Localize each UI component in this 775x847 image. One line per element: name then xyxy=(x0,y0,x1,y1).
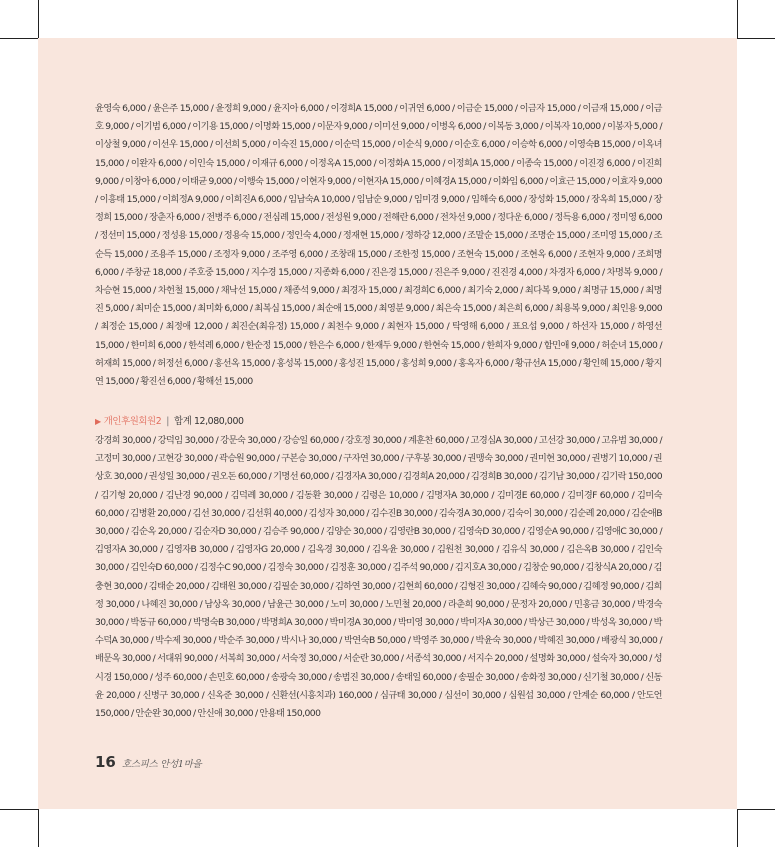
section-2-total: 합계 12,080,000 xyxy=(174,416,244,427)
crop-mark-top-right-horizontal xyxy=(737,38,775,39)
heading-divider: | xyxy=(166,416,170,427)
crop-mark-top-left-horizontal xyxy=(0,38,38,39)
crop-mark-top-left-vertical xyxy=(38,0,39,38)
section-2-heading xyxy=(95,414,244,430)
page-footer xyxy=(95,753,201,771)
publication-logo: 호스피스 안성1마을 xyxy=(121,759,202,770)
crop-mark-bottom-right-vertical xyxy=(737,809,738,847)
donor-list-section-2: 강경희 30,000 / 강덕임 30,000 / 강문숙 30,000 / 강승일 60,000 / 강호정 30,000 / 계훈찬 60,000 / 고경심A 30,000 / 고선강 30,000 / 고유범 30,000 / 고정미 30,000 / 고현강 30,000 / 곽승원 90,000 / 구본승 30,000 / 구자연 30,000 / 구후봉 30,000 / 권맹숙 30,000 / 권미현 30,000 / 권병기 10,000 / 권상호 30,000 / 권성일 30,000 / 권오돈 60,000 / 기명선 60,000 / 김경자A 30,000 / 김경희A 20,000 / 김경희B 30,000 / 김기남 30,000 / 김기락 150,000 / 김기형 20,000 / 김난경 90,000 / 김덕례 30,000 / 김동환 30,000 / 김령은 10,000 / 김명자A 30,000 / 김미경E 60,000 / 김미경F 60,000 / 김미숙 60,000 / 김병환 20,000 / 김선 30,000 / 김선휘 40,000 / 김성자 30,000 / 김수진B 30,000 / 김숙경A 30,000 / 김숙이 30,000 / 김순례 20,000 / 김순애B 30,000 / 김순옥 20,000 / 김순자D 30,000 / 김승주 90,000 / 김양순 30,000 / 김영란B 30,000 / 김영숙D 30,000 / 김영순A 90,000 / 김영애C 30,000 / 김영자A 30,000 / 김영자B 30,000 / 김영자G 20,000 / 김옥경 30,000 / 김옥윤 30,000 / 김원천 30,000 / 김유식 30,000 / 김은옥B 30,000 / 김인숙 30,000 / 김인숙D 60,000 / 김정수C 90,000 / 김정숙 30,000 / 김정훈 30,000 / 김주석 90,000 / 김지호A 30,000 / 김창순 90,000 / 김창식A 20,000 / 김충현 30,000 / 김태순 20,000 / 김태원 30,000 / 김필순 30,000 / 김하연 30,000 / 김현희 60,000 / 김형진 30,000 / 김혜숙 90,000 / 김혜정 90,000 / 김희정 30,000 / 나혜진 30,000 / 남상옥 30,000 / 남윤근 30,000 / 노미 30,000 / 노민철 20,000 / 라춘희 90,000 / 문정자 20,000 / 민홍금 30,000 / 박경숙 30,000 / 박동규 60,000 / 박명숙B 30,000 / 박명희A 30,000 / 박미경A 30,000 / 박미영 30,000 / 박미자A 30,000 / 박상근 30,000 / 박성옥 30,000 / 박수덕A 30,000 / 박수제 30,000 / 박순주 30,000 / 박시나 30,000 / 박연숙B 50,000 / 박영주 30,000 / 박윤숙 30,000 / 박혜진 30,000 / 배광식 30,000 / 배문옥 30,000 / 서대위 90,000 / 서복희 30,000 / 서숙정 30,000 / 서순란 30,000 / 서종석 30,000 / 서지수 20,000 / 설명화 30,000 / 설숙자 30,000 / 성시경 150,000 / 성주 60,000 / 손민호 60,000 / 송광숙 30,000 / 송범진 30,000 / 송태일 60,000 / 송필순 30,000 / 송화정 30,000 / 신기철 30,000 / 신동윤 20,000 / 신병구 30,000 / 신옥준 30,000 / 신환선(시흥치과) 160,000 / 심규태 30,000 / 심선이 30,000 / 심원섭 30,000 / 안계순 60,000 / 안도언 150,000 / 안순완 30,000 / 안신애 30,000 / 안용태 150,000 xyxy=(95,435,662,720)
section-2-title: 개인후원회원2 xyxy=(103,416,162,427)
crop-mark-bottom-left-horizontal xyxy=(0,809,38,810)
crop-mark-top-right-vertical xyxy=(737,0,738,38)
crop-mark-bottom-right-horizontal xyxy=(737,809,775,810)
triangle-marker-icon: ▶ xyxy=(95,417,101,426)
crop-mark-bottom-left-vertical xyxy=(38,809,39,847)
page-number: 16 xyxy=(95,753,116,771)
donor-list-section-1: 윤영숙 6,000 / 윤은주 15,000 / 윤정희 9,000 / 윤지아 6,000 / 이경희A 15,000 / 이귀연 6,000 / 이금순 15,000 / 이금자 15,000 / 이금재 15,000 / 이금호 9,000 / 이기범 6,000 / 이기용 15,000 / 이명화 15,000 / 이문자 9,000 / 이미선 9,000 / 이병옥 6,000 / 이복동 3,000 / 이복자 10,000 / 이봉자 5,000 / 이상철 9,000 / 이선우 15,000 / 이선희 5,000 / 이숙진 15,000 / 이순덕 15,000 / 이순식 9,000 / 이순호 6,000 / 이승학 6,000 / 이영숙B 15,000 / 이옥녀 15,000 / 이완자 6,000 / 이인숙 15,000 / 이재규 6,000 / 이정옥A 15,000 / 이정화A 15,000 / 이정희A 15,000 / 이종숙 15,000 / 이진경 6,000 / 이진희 9,000 / 이창아 6,000 / 이태균 9,000 / 이행숙 15,000 / 이현자 9,000 / 이현자A 15,000 / 이혜경A 15,000 / 이화임 6,000 / 이효근 15,000 / 이효자 9,000 / 이흥태 15,000 / 이희정A 9,000 / 이희진A 6,000 / 임남숙A 10,000 / 임남순 9,000 / 임미경 9,000 / 임해숙 6,000 / 장성화 15,000 / 장옥희 15,000 / 장정희 15,000 / 장춘자 6,000 / 전병주 6,000 / 전심례 15,000 / 전성원 9,000 / 전해란 6,000 / 전차선 9,000 / 정다운 6,000 / 정득용 6,000 / 정미영 6,000 / 정선미 15,000 / 정성용 15,000 / 정용숙 15,000 / 정인숙 4,000 / 정재현 15,000 / 정하강 12,000 / 조말순 15,000 / 조명순 15,000 / 조미영 15,000 / 조순득 15,000 / 조용주 15,000 / 조정자 9,000 / 조주영 6,000 / 조창래 15,000 / 조한정 15,000 / 조현숙 15,000 / 조현옥 6,000 / 조현자 9,000 / 조희명 6,000 / 주창균 18,000 / 주호중 15,000 / 지수경 15,000 / 지종화 6,000 / 진은경 15,000 / 진은주 9,000 / 진진경 4,000 / 차경자 6,000 / 차명복 9,000 / 차승현 15,000 / 차헌철 15,000 / 채낙선 15,000 / 채종석 9,000 / 최경자 15,000 / 최경희C 6,000 / 최기숙 2,000 / 최다복 9,000 / 최명규 15,000 / 최명진 5,000 / 최미순 15,000 / 최미화 6,000 / 최복심 15,000 / 최순애 15,000 / 최영분 9,000 / 최은숙 15,000 / 최은희 6,000 / 최용복 9,000 / 최인용 9,000 / 최정순 15,000 / 최정애 12,000 / 최진순(최유정) 15,000 / 최천수 9,000 / 최현자 15,000 / 탁영해 6,000 / 표요섭 9,000 / 하선자 15,000 / 하영선 15,000 / 한미희 6,000 / 한석례 6,000 / 한순정 15,000 / 한은수 6,000 / 한재두 9,000 / 한현숙 15,000 / 한희자 9,000 / 함민애 9,000 / 허순녀 15,000 / 허재희 15,000 / 허정선 6,000 / 홍선옥 15,000 / 홍성복 15,000 / 홍성진 15,000 / 홍성희 9,000 / 홍옥자 6,000 / 황규선A 15,000 / 황인혜 15,000 / 황지연 15,000 / 황진선 6,000 / 황해선 15,000 xyxy=(95,103,662,388)
